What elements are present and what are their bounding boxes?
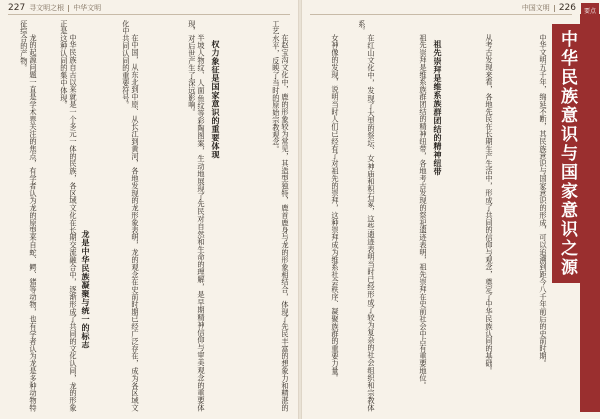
paragraph: 在中国，从东北到中原、从长江到黄河，各地发现的龙形象表明，龙的观念在史前时期已经广泛存在，成为各区域文化中共同认同的重要符号。 <box>121 20 140 412</box>
right-text-block-3 <box>378 20 428 412</box>
left-running-head-title: 寻文明之根 <box>29 4 65 12</box>
paragraph: 中华民族自古以来就是一个多元一体的民族，各区域文化在长期交流融合中，逐渐形成了共同的文化认同，龙的形象正是这种认同的集中体现。 <box>59 20 78 412</box>
right-page-number: 226 <box>558 3 576 13</box>
right-page <box>302 0 600 419</box>
header-divider <box>554 5 555 12</box>
section-badge: 要点 <box>581 3 599 17</box>
right-text-block-2 <box>446 20 494 412</box>
right-text-block-1 <box>498 20 548 412</box>
right-text-block-5 <box>308 20 340 412</box>
paragraph: 在赵宝沟文化中，鹿的形象较为常见，其造型独特，鹿首鹿身与龙的形象相结合，体现了先民丰富的想象力和精湛的工艺水平，反映了当时的原始宗教观念。 <box>271 20 290 412</box>
paragraph: 从考古发现来看，各地先民在长期生产生活中，形成了共同的信仰与观念，奠定了中华民族认同的基础。 <box>485 34 494 375</box>
paragraph: 在红山文化中，发现了大型的祭坛、女神庙和积石冢，这些遗迹表明当时已经形成了较为复杂的社会组织和宗教体系。 <box>357 20 376 412</box>
left-text-block-1 <box>226 20 290 412</box>
title-band <box>580 14 600 412</box>
left-running-head-sub: 中华文明 <box>73 4 102 12</box>
left-subhead-2: 龙是中华民族凝聚与统一的标志 <box>81 230 90 349</box>
paragraph: 女神像的发现，说明当时人们已经有了对祖先的崇拜，这种崇拜成为维系社会秩序、凝聚族群的重要力量。 <box>331 34 340 383</box>
left-text-block-4 <box>40 20 78 412</box>
right-running-head-title: 中国文明 <box>521 4 550 12</box>
right-running-head <box>522 3 576 13</box>
left-running-head <box>8 3 101 13</box>
right-text-block-4 <box>342 20 376 412</box>
left-text-block-5 <box>8 20 38 412</box>
paragraph: 祖先崇拜是维系族群团结的精神纽带，各地考古发现的祭祀遗迹表明，祖先崇拜在史前社会中占有重要地位。 <box>419 34 428 390</box>
right-header-rule <box>310 14 572 15</box>
left-page-number: 227 <box>8 3 26 13</box>
left-subhead-1: 权力象征是国家意识的重要体现 <box>211 40 220 159</box>
paragraph: 半坡人物纹、人面鱼纹等彩陶图案，生动地展现了先民对自然和生命的理解，是早期精神信仰与审美观念的重要体现，对后世产生了深远影响。 <box>187 20 206 412</box>
header-divider <box>68 5 69 12</box>
chapter-title: 中华民族意识与国家意识之源 <box>552 24 583 283</box>
left-header-rule <box>8 14 290 15</box>
paragraph: 中华文明五千年，绵延不断，其民族意识与国家意识的形成，可以追溯到距今八千年前后的史前时期。 <box>539 34 548 368</box>
paragraph: 龙的起源问题一直是学术界关注的焦点，有学者认为龙的原型来自蛇、鳄、猪等动物，也有学者认为龙是多种动物特征综合的产物。 <box>19 20 38 412</box>
right-subhead-1: 祖先崇拜是维系族群团结的精神纽带 <box>433 40 442 176</box>
left-page <box>0 0 298 419</box>
left-text-block-3 <box>94 20 140 412</box>
left-text-block-2 <box>144 20 206 412</box>
